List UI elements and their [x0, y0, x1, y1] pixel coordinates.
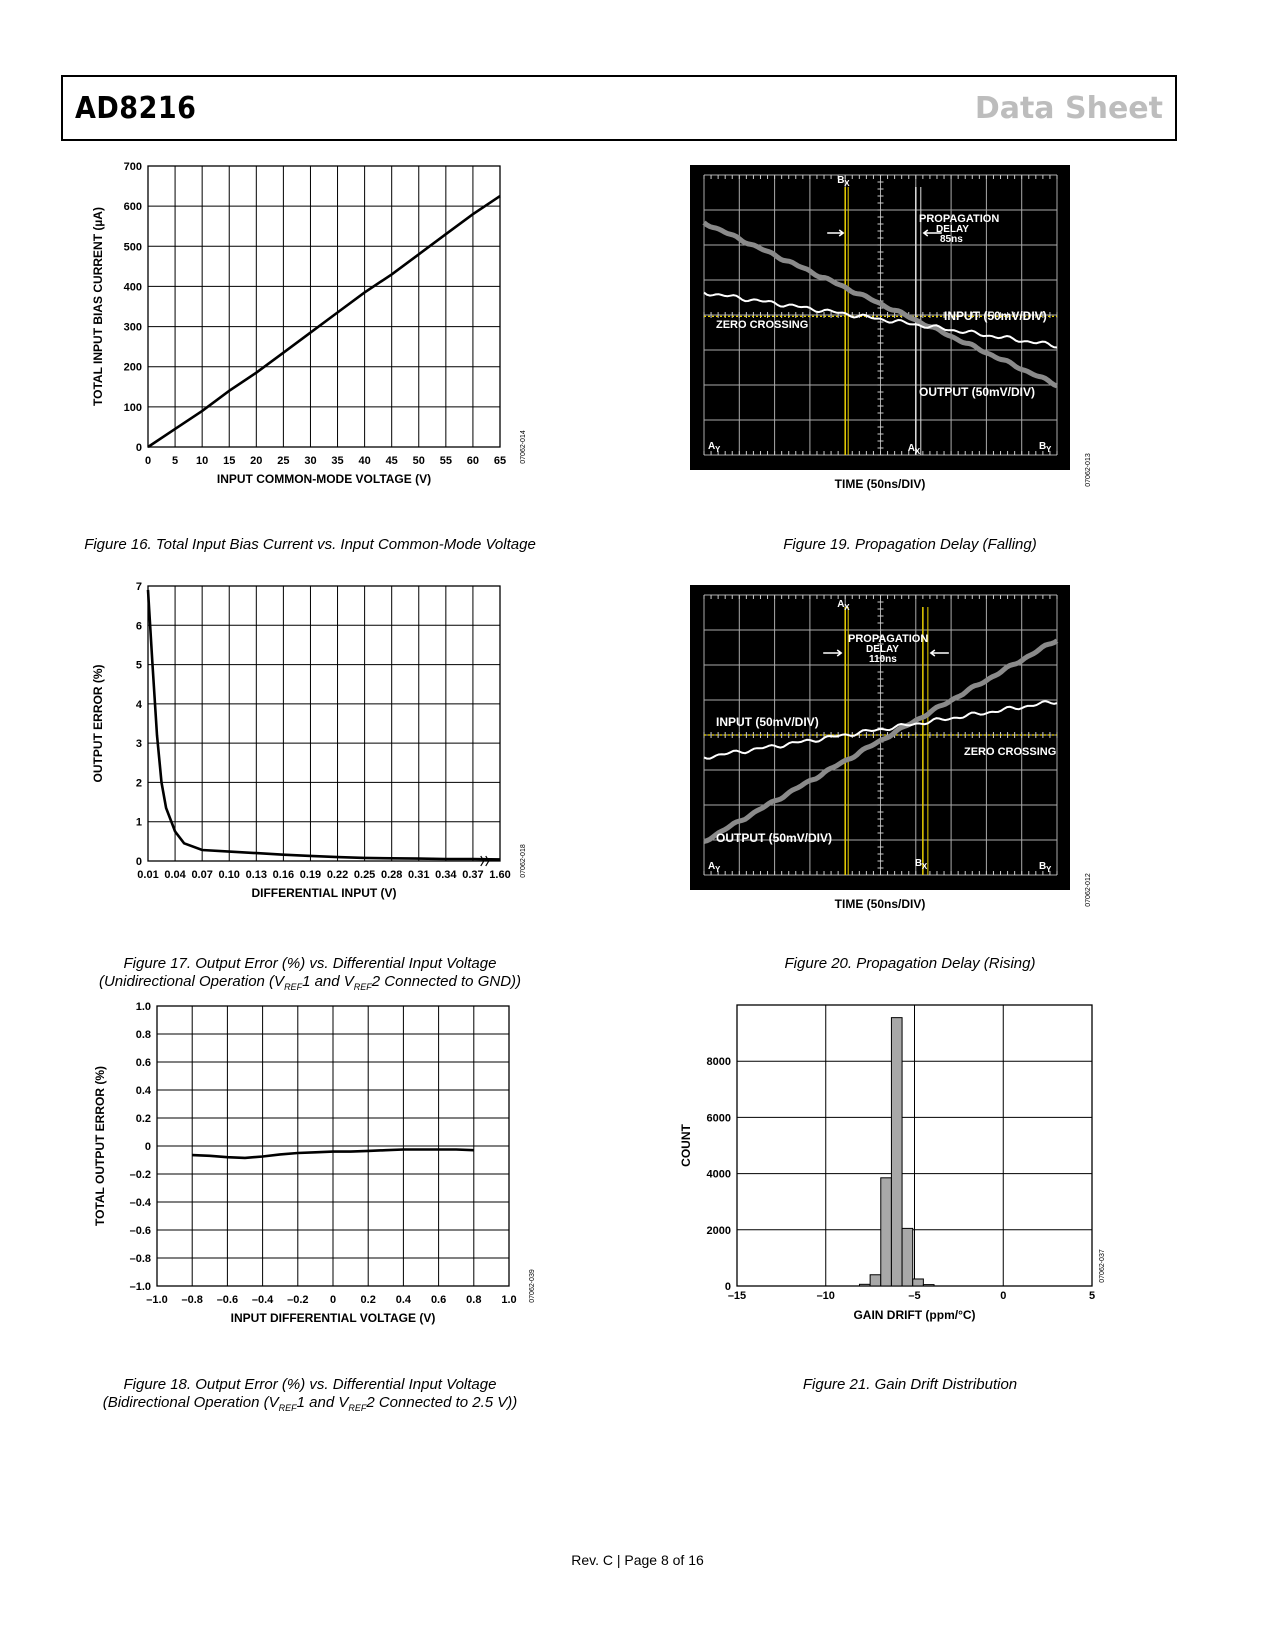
x-tick-label: 0.04	[164, 869, 186, 881]
caption-fig19-text: Figure 19. Propagation Delay (Falling)	[783, 536, 1037, 553]
ay-sub: Y	[715, 865, 721, 874]
doc-type: Data Sheet	[974, 91, 1163, 126]
y-tick-label: 4	[135, 698, 142, 711]
x-tick-label: 20	[250, 455, 263, 467]
x-axis-label: TIME (50ns/DIV)	[834, 897, 926, 911]
y-tick-label: 200	[123, 361, 142, 374]
caption-fig21	[660, 1376, 1160, 1394]
histogram-bar	[913, 1279, 924, 1286]
x-tick-label: 65	[493, 455, 507, 467]
y-tick-label: 1.0	[135, 1001, 151, 1013]
x-tick-label: –0.4	[251, 1294, 274, 1306]
cursor-bx-label: B	[914, 858, 923, 869]
y-axis-label: TOTAL OUTPUT ERROR (%)	[93, 1066, 107, 1226]
delay-value: 85ns	[940, 234, 963, 245]
x-tick-label: 15	[223, 455, 236, 467]
delay-label: DELAY	[936, 224, 969, 235]
caption-fig20	[660, 955, 1160, 973]
cursor-ax-sub: X	[844, 603, 850, 612]
figure-code: 07062-018	[520, 844, 527, 878]
cursor-bx-sub: X	[844, 179, 850, 188]
y-tick-label: 500	[123, 241, 142, 254]
y-tick-label: 6000	[706, 1112, 731, 1125]
cursor-ax-sub: X	[914, 447, 921, 456]
caption-fig16-text: Figure 16. Total Input Bias Current vs. Input Common-Mode Voltage	[84, 536, 536, 553]
histogram-bar	[859, 1284, 870, 1286]
caption-fig16	[60, 536, 560, 554]
histogram-bar	[923, 1285, 934, 1286]
caption-fig18-line1: Figure 18. Output Error (%) vs. Differential Input Voltage	[123, 1376, 497, 1393]
x-tick-label: 0.25	[353, 869, 376, 881]
y-tick-label: 700	[123, 161, 142, 173]
y-tick-label: 600	[123, 201, 142, 214]
figure-code: 07062-014	[520, 430, 527, 464]
input-label: INPUT (50mV/DIV)	[716, 715, 819, 729]
y-tick-label: 0	[135, 856, 142, 868]
x-tick-label: 0.2	[360, 1294, 376, 1306]
prop-label: PROPAGATION	[848, 633, 929, 645]
chart-fig16	[80, 160, 560, 520]
x-tick-label: –1.0	[146, 1294, 168, 1306]
y-tick-label: –1.0	[129, 1281, 151, 1293]
part-number: AD8216	[75, 91, 197, 126]
x-tick-label: 0.31	[408, 869, 430, 881]
y-tick-label: 6	[135, 620, 142, 633]
figure-code: 07062-012	[1085, 873, 1092, 907]
x-tick-label: 0.10	[218, 869, 240, 881]
x-tick-label: 55	[439, 455, 452, 467]
chart-fig21	[670, 1000, 1140, 1350]
y-tick-label: 0	[144, 1141, 151, 1153]
x-tick-label: 0.19	[299, 869, 322, 881]
caption-fig21-text: Figure 21. Gain Drift Distribution	[802, 1376, 1018, 1393]
y-axis-label: OUTPUT ERROR (%)	[91, 664, 105, 783]
x-tick-label: –0.2	[287, 1294, 309, 1306]
caption-fig17-line1: Figure 17. Output Error (%) vs. Differential Input Voltage	[123, 955, 497, 972]
cursor-ax-label: A	[907, 443, 916, 454]
x-tick-label: 25	[277, 455, 290, 467]
caption-fig17	[60, 955, 560, 996]
x-tick-label: –0.8	[181, 1294, 203, 1306]
y-tick-label: 0.6	[135, 1057, 151, 1069]
histogram-bar	[891, 1018, 902, 1286]
plot-frame	[148, 586, 500, 861]
figure-code: 07062-013	[1085, 453, 1092, 487]
x-axis-label: INPUT DIFFERENTIAL VOLTAGE (V)	[230, 1311, 436, 1325]
y-tick-label: 0.2	[135, 1113, 151, 1125]
plot-area	[157, 1006, 509, 1286]
y-axis-label: COUNT	[679, 1124, 693, 1167]
ay-label: A	[708, 441, 716, 452]
x-tick-label: 0.07	[191, 869, 213, 881]
chart-fig17	[80, 580, 560, 940]
x-axis-label: GAIN DRIFT (ppm/°C)	[853, 1308, 976, 1322]
x-tick-label: 1.60	[489, 869, 511, 881]
y-tick-label: 5	[135, 659, 142, 672]
output-label: OUTPUT (50mV/DIV)	[919, 385, 1036, 399]
plot-frame	[148, 166, 500, 447]
cursor-bx-label: B	[837, 175, 845, 186]
y-tick-label: 400	[123, 281, 142, 294]
y-tick-label: 0.8	[135, 1029, 151, 1041]
x-tick-label: 0.16	[272, 869, 295, 881]
x-tick-label: 35	[331, 455, 344, 467]
y-tick-label: 0	[135, 442, 142, 454]
caption-fig20-text: Figure 20. Propagation Delay (Rising)	[784, 955, 1036, 972]
y-tick-label: 2000	[706, 1224, 731, 1237]
y-tick-label: –0.4	[129, 1197, 151, 1209]
x-axis-label: TIME (50ns/DIV)	[834, 477, 926, 491]
y-tick-label: 2	[135, 777, 142, 790]
caption-fig18-line2: (Bidirectional Operation ($V_{REF}1$ and $V_{REF}2$ Connected to 2.5 V))	[102, 1394, 518, 1413]
cursor-bx-sub: X	[921, 862, 928, 871]
y-axis-label: TOTAL INPUT BIAS CURRENT (µA)	[91, 207, 105, 406]
by-sub: Y	[1046, 445, 1052, 454]
output-label: OUTPUT (50mV/DIV)	[716, 831, 833, 845]
x-tick-label: –15	[727, 1290, 747, 1302]
x-tick-label: 0.4	[395, 1294, 412, 1306]
histogram-bar	[870, 1275, 881, 1286]
series-line	[148, 590, 500, 860]
x-axis-label: DIFFERENTIAL INPUT (V)	[251, 886, 397, 900]
x-tick-label: 0	[144, 455, 152, 467]
y-tick-label: 8000	[706, 1056, 731, 1069]
page-header	[61, 75, 1177, 141]
input-label: INPUT (50mV/DIV)	[944, 309, 1047, 323]
x-tick-label: 0.37	[462, 869, 484, 881]
histogram-bar	[881, 1178, 892, 1286]
x-tick-label: –10	[816, 1290, 835, 1302]
prop-label: PROPAGATION	[919, 213, 1000, 225]
x-tick-label: 1.0	[501, 1294, 517, 1306]
y-tick-label: 3	[135, 738, 142, 751]
x-tick-label: 0	[1000, 1290, 1007, 1302]
delay-value: 110ns	[869, 654, 897, 665]
x-tick-label: 0.8	[466, 1294, 482, 1306]
y-tick-label: 4000	[706, 1168, 731, 1181]
y-tick-label: 100	[123, 401, 142, 414]
figure-code: 07062-037	[1099, 1249, 1106, 1283]
y-tick-label: 0.4	[135, 1085, 151, 1097]
x-tick-label: 5	[172, 455, 179, 467]
by-label: B	[1039, 861, 1047, 872]
x-tick-label: –5	[908, 1290, 921, 1302]
delay-label: DELAY	[866, 644, 899, 655]
ay-label: A	[708, 861, 716, 872]
x-tick-label: 50	[412, 455, 425, 467]
x-tick-label: 0.22	[326, 869, 349, 881]
caption-fig18	[60, 1376, 560, 1417]
x-axis-label: INPUT COMMON-MODE VOLTAGE (V)	[216, 472, 432, 486]
plot-area	[148, 586, 500, 861]
plot-area	[148, 166, 500, 447]
by-sub: Y	[1046, 865, 1052, 874]
by-label: B	[1039, 441, 1047, 452]
x-tick-label: 5	[1088, 1290, 1096, 1302]
cursor-ax-label: A	[837, 599, 845, 610]
x-tick-label: 0.28	[380, 869, 403, 881]
x-tick-label: 45	[385, 455, 398, 467]
histogram-bar	[902, 1228, 913, 1286]
y-tick-label: –0.6	[129, 1225, 151, 1237]
x-tick-label: 0.34	[435, 869, 457, 881]
x-tick-label: 40	[358, 455, 371, 467]
x-tick-label: 0	[329, 1294, 337, 1306]
x-tick-label: 0.13	[245, 869, 268, 881]
series-line	[148, 196, 500, 447]
y-tick-label: 1	[135, 816, 142, 829]
figure-code: 07062-039	[529, 1269, 536, 1303]
caption-fig19	[660, 536, 1160, 554]
chart-fig18	[90, 1000, 570, 1360]
page-footer: Rev. C | Page 8 of 16	[571, 1552, 704, 1568]
zero-crossing-label: ZERO CROSSING	[964, 746, 1057, 758]
chart-fig20	[690, 585, 1130, 935]
y-tick-label: –0.8	[129, 1253, 151, 1265]
chart-fig19	[690, 165, 1130, 515]
caption-fig17-line2: (Unidirectional Operation ($V_{REF}1$ and $V_{REF}2$ Connected to GND))	[98, 973, 522, 992]
x-tick-label: 0.01	[137, 869, 159, 881]
x-tick-label: 30	[304, 455, 317, 467]
x-tick-label: 10	[196, 455, 209, 467]
x-tick-label: 0.6	[430, 1294, 447, 1306]
zero-crossing-label: ZERO CROSSING	[716, 319, 809, 331]
y-tick-label: 7	[135, 581, 142, 593]
x-tick-label: –0.6	[216, 1294, 239, 1306]
y-tick-label: 300	[123, 321, 142, 334]
y-tick-label: –0.2	[129, 1169, 151, 1181]
ay-sub: Y	[715, 445, 721, 454]
x-tick-label: 60	[466, 455, 480, 467]
y-tick-label: 0	[724, 1281, 731, 1293]
